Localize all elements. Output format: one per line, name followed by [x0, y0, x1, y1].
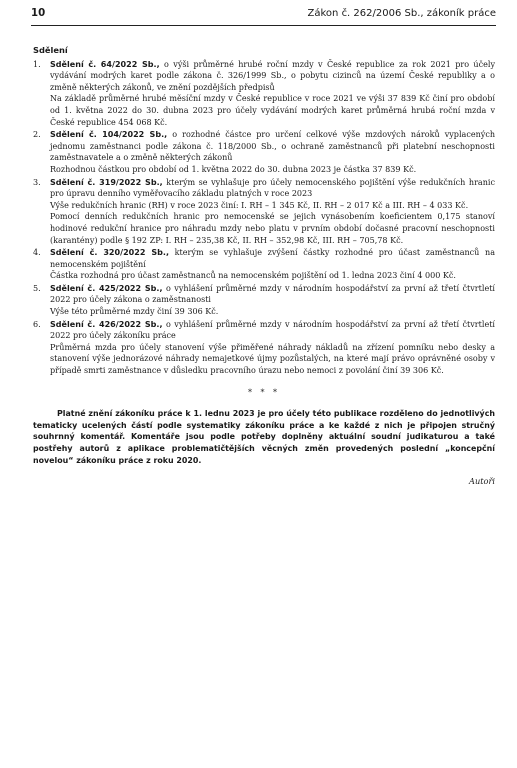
item-reference: Sdělení č. 426/2022 Sb., — [50, 319, 163, 329]
header-rule — [31, 25, 496, 26]
item-number: 4. — [33, 248, 41, 258]
item-reference: Sdělení č. 319/2022 Sb., — [50, 177, 163, 187]
item-reference: Sdělení č. 425/2022 Sb., — [50, 283, 163, 293]
item-number: 2. — [33, 130, 41, 140]
item-paragraph: Částka rozhodná pro účast zaměstnanců na nemocenském pojištění od 1. ledna 2023 činí 4 000 Kč. — [50, 271, 456, 281]
section-separator: * * * — [247, 387, 281, 397]
item-lead-text: o vyhlášení průměrné mzdy v národním hospodářství za první až třetí čtvrtletí 2022 pro účely zákoníku práce — [50, 319, 496, 341]
notice-item — [33, 247, 495, 282]
page-content — [33, 45, 495, 488]
publication-note: Platné znění zákoníku práce k 1. lednu 2023 je pro účely této publikace rozděleno do jednotlivých tematicky ucelených částí podle systematiky zákoníku práce a ke každé z nich je připojen stručný souhrnný komentář. Komentáře jsou podle potřeby doplněny aktuální soudní judikaturou a také postřehy autorů z aplikace problematičtějších věcných změn provedených poslední „koncepční novelou“ zákoníku práce z roku 2020. — [33, 409, 495, 465]
item-paragraph: Průměrná mzda pro účely stanovení výše přiměřené náhrady nákladů na zřízení pomníku nebo desky a stanovení výše jednorázové náhrady nemajetkové újmy pozůstalých, na které mají právo oprávněné osoby v případě smrti zaměstnance v důsledku pracovního úrazu nebo nemoci z povolání činí 39 306 Kč. — [50, 342, 495, 376]
page-header — [31, 8, 496, 19]
notice-list — [33, 59, 495, 377]
item-lead-text: o vyhlášení průměrné mzdy v národním hospodářství za první až třetí čtvrtletí 2022 pro účely zákona o zaměstnanosti — [50, 283, 496, 305]
item-paragraph: Rozhodnou částkou pro období od 1. května 2022 do 30. dubna 2023 je částka 37 839 Kč. — [50, 164, 417, 174]
item-paragraph: Výše této průměrné mzdy činí 39 306 Kč. — [50, 307, 219, 317]
notice-item — [33, 319, 495, 377]
item-lead — [50, 319, 495, 342]
item-lead-text: o rozhodné částce pro určení celkové výše mzdových nároků vyplacených jednomu zaměstnanci podle zákona č. 118/2000 Sb., o ochraně zaměstnanců při platební neschopnosti zaměstnavatele a o změně některých zákonů — [50, 130, 496, 163]
notice-item — [33, 59, 495, 129]
item-lead — [50, 177, 495, 200]
item-number: 5. — [33, 283, 41, 293]
item-number: 1. — [33, 59, 41, 69]
item-number: 3. — [33, 177, 41, 187]
notice-item — [33, 283, 495, 318]
item-lead-text: kterým se vyhlašuje pro účely nemocenského pojištění výše redukčních hranic pro úpravu denního vyměřovacího základu platných v roce 2023 — [50, 177, 495, 199]
item-lead — [50, 247, 495, 270]
section-heading: Sdělení — [33, 45, 68, 55]
item-paragraph: Na základě průměrné hrubé měsíční mzdy v České republice v roce 2021 ve výši 37 839 Kč činí pro období od 1. května 2022 do 30. dubna 2023 pro účely vydávání modrých karet průměrná hrubá roční mzda v České republice 454 068 Kč. — [50, 94, 495, 127]
item-lead — [50, 129, 495, 164]
author-signature: Autoři — [469, 476, 495, 487]
page-number: 10 — [31, 8, 46, 19]
item-lead — [50, 59, 495, 94]
item-lead-text: kterým se vyhlašuje zvýšení částky rozhodné pro účast zaměstnanců na nemocenském pojištění — [50, 248, 495, 269]
item-number: 6. — [33, 319, 41, 329]
item-reference: Sdělení č. 104/2022 Sb., — [50, 130, 168, 140]
notice-item — [33, 177, 495, 247]
item-lead — [50, 283, 495, 306]
item-paragraph: Pomocí denních redukčních hranic pro nemocenské se jejich vynásobením koeficientem 0,175 stanoví hodinové redukční hranice pro náhradu mzdy nebo platu v prvním období dočasné pracovní neschopnosti (karantény) podle § 192 ZP: I. RH – 235,38 Kč, II. RH – 352,98 Kč, III. RH – 705,78 Kč. — [50, 212, 495, 245]
item-paragraph: Výše redukčních hranic (RH) v roce 2023 činí: I. RH – 1 345 Kč, II. RH – 2 017 Kč a III. RH – 4 033 Kč. — [50, 200, 469, 210]
running-title: Zákon č. 262/2006 Sb., zákoník práce — [307, 8, 496, 19]
item-reference: Sdělení č. 320/2022 Sb., — [50, 248, 170, 258]
item-lead-text: o výši průměrné hrubé roční mzdy v České republice za rok 2021 pro účely vydávání modrých karet podle zákona č. 326/1999 Sb., o pobytu cizinců na území České republiky a o změně některých zákonů, ve znění pozdějších předpisů — [50, 59, 496, 92]
notice-item — [33, 129, 495, 175]
item-reference: Sdělení č. 64/2022 Sb., — [50, 59, 160, 69]
